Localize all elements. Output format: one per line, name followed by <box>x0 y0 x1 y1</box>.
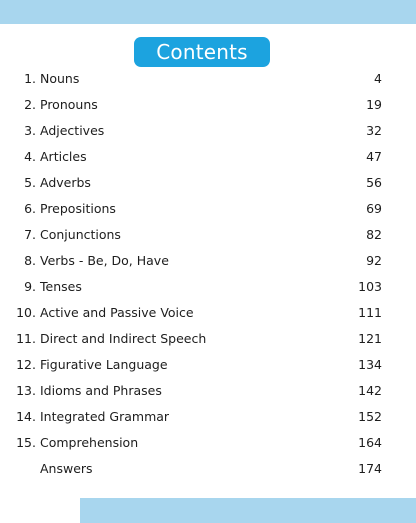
toc-entry-number: 2. <box>24 97 36 112</box>
toc-entry-number: 1. <box>24 71 36 86</box>
toc-entry-4[interactable] <box>0 144 416 170</box>
bottom-decorative-band <box>80 498 416 523</box>
toc-entry-page: 32 <box>366 123 382 138</box>
toc-entry-number: 6. <box>24 201 36 216</box>
toc-entry-5[interactable] <box>0 170 416 196</box>
toc-entry-number: 3. <box>24 123 36 138</box>
toc-entry-answers[interactable] <box>0 456 416 482</box>
toc-entry-page: 69 <box>366 201 382 216</box>
toc-entry-title: Articles <box>40 149 87 164</box>
toc-entry-page: 142 <box>358 383 382 398</box>
toc-entry-number: 11. <box>16 331 36 346</box>
toc-entry-title: Pronouns <box>40 97 98 112</box>
toc-entry-number: 10. <box>16 305 36 320</box>
toc-entry-page: 121 <box>358 331 382 346</box>
table-of-contents <box>0 66 416 482</box>
toc-entry-title: Tenses <box>40 279 82 294</box>
toc-entry-title: Verbs - Be, Do, Have <box>40 253 169 268</box>
toc-entry-title: Integrated Grammar <box>40 409 170 424</box>
toc-entry-3[interactable] <box>0 118 416 144</box>
toc-entry-2[interactable] <box>0 92 416 118</box>
toc-entry-12[interactable] <box>0 352 416 378</box>
toc-entry-page: 134 <box>358 357 382 372</box>
toc-entry-14[interactable] <box>0 404 416 430</box>
toc-entry-1[interactable] <box>0 66 416 92</box>
toc-entry-number: 13. <box>16 383 36 398</box>
toc-entry-7[interactable] <box>0 222 416 248</box>
toc-entry-number: 8. <box>24 253 36 268</box>
toc-entry-number: 4. <box>24 149 36 164</box>
toc-entry-page: 56 <box>366 175 382 190</box>
toc-entry-page: 47 <box>366 149 382 164</box>
toc-entry-title: Nouns <box>40 71 80 86</box>
toc-entry-title: Direct and Indirect Speech <box>40 331 207 346</box>
toc-entry-title: Adjectives <box>40 123 105 138</box>
toc-entry-page: 103 <box>358 279 382 294</box>
toc-entry-title: Comprehension <box>40 435 139 450</box>
toc-entry-10[interactable] <box>0 300 416 326</box>
toc-entry-title: Adverbs <box>40 175 91 190</box>
toc-entry-page: 164 <box>358 435 382 450</box>
toc-entry-title: Answers <box>40 461 93 476</box>
toc-entry-title: Prepositions <box>40 201 116 216</box>
toc-entry-page: 4 <box>374 71 382 86</box>
toc-entry-title: Active and Passive Voice <box>40 305 194 320</box>
toc-entry-13[interactable] <box>0 378 416 404</box>
toc-entry-page: 174 <box>358 461 382 476</box>
toc-entry-title: Figurative Language <box>40 357 168 372</box>
toc-entry-page: 111 <box>358 305 382 320</box>
toc-entry-number: 12. <box>16 357 36 372</box>
toc-entry-15[interactable] <box>0 430 416 456</box>
toc-entry-title: Conjunctions <box>40 227 121 242</box>
toc-entry-number: 7. <box>24 227 36 242</box>
toc-entry-9[interactable] <box>0 274 416 300</box>
toc-entry-page: 152 <box>358 409 382 424</box>
toc-entry-number: 9. <box>24 279 36 294</box>
toc-entry-11[interactable] <box>0 326 416 352</box>
toc-entry-page: 19 <box>366 97 382 112</box>
toc-entry-6[interactable] <box>0 196 416 222</box>
toc-entry-8[interactable] <box>0 248 416 274</box>
toc-entry-page: 82 <box>366 227 382 242</box>
toc-entry-number: 5. <box>24 175 36 190</box>
page-title: Contents <box>134 37 270 67</box>
toc-entry-number: 14. <box>16 409 36 424</box>
toc-entry-number: 15. <box>16 435 36 450</box>
top-decorative-band <box>0 0 416 24</box>
toc-entry-title: Idioms and Phrases <box>40 383 162 398</box>
toc-entry-page: 92 <box>366 253 382 268</box>
